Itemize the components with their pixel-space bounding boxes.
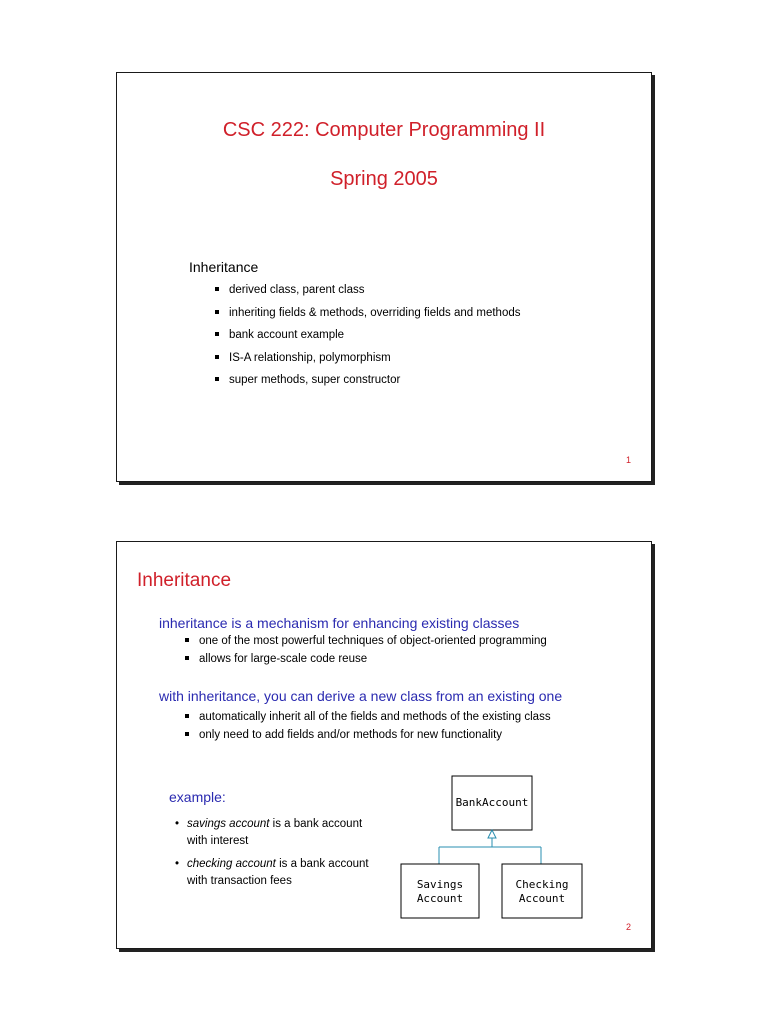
course-title: CSC 222: Computer Programming II — [222, 119, 546, 141]
bullet-icon — [185, 656, 189, 660]
checking-account-box — [502, 864, 582, 918]
point-list — [185, 633, 547, 668]
bullet-icon — [185, 732, 189, 736]
list-item — [185, 709, 551, 727]
list-item — [215, 372, 521, 395]
list-item — [185, 651, 547, 669]
example-term: savings account — [187, 818, 270, 830]
section-heading: Inheritance — [189, 259, 259, 275]
bullet-icon — [215, 332, 219, 336]
slide-1 — [116, 72, 652, 482]
bullet-icon — [215, 287, 219, 291]
slide-title: Inheritance — [137, 570, 232, 591]
list-item-text: automatically inherit all of the fields and methods of the existing class — [199, 711, 551, 723]
bullet-icon — [215, 377, 219, 381]
class-hierarchy-diagram — [395, 766, 591, 926]
list-item — [215, 350, 521, 373]
list-item-text: only need to add fields and/or methods for new functionality — [199, 728, 503, 741]
page-number: 1 — [625, 455, 631, 465]
savings-account-box — [401, 864, 479, 918]
list-item — [215, 305, 521, 328]
bullet-icon — [215, 355, 219, 359]
list-item — [185, 727, 551, 745]
bullet-icon — [185, 638, 189, 642]
example-text: is a bank account with transaction fees — [187, 858, 369, 887]
checking-account-label-line2: Account — [518, 892, 566, 905]
example-list — [173, 816, 373, 896]
topic-list — [215, 282, 521, 395]
point-heading: inheritance is a mechanism for enhancing existing classes — [159, 615, 520, 631]
list-item — [185, 633, 547, 651]
list-item — [215, 327, 521, 350]
point-heading: with inheritance, you can derive a new class from an existing one — [159, 688, 563, 704]
savings-account-label-line1: Savings — [416, 878, 464, 891]
bullet-icon: • — [175, 858, 180, 870]
list-item — [173, 856, 373, 890]
semester-title: Spring 2005 — [330, 168, 438, 190]
list-item-text: IS-A relationship, polymorphism — [229, 351, 391, 364]
example-text: is a bank account with interest — [187, 818, 363, 847]
savings-account-label-line2: Account — [416, 892, 464, 905]
slide-2 — [116, 541, 652, 949]
list-item-text: one of the most powerful techniques of object-oriented programming — [199, 635, 547, 647]
bullet-icon — [185, 714, 189, 718]
list-item-text: bank account example — [229, 329, 345, 341]
bullet-icon: • — [175, 818, 180, 830]
list-item-text: allows for large-scale code reuse — [199, 652, 368, 665]
point-list — [185, 709, 551, 744]
bullet-icon — [215, 310, 219, 314]
example-heading: example: — [169, 789, 226, 805]
list-item-text: inheriting fields & methods, overriding fields and methods — [229, 306, 521, 319]
list-item-text: super methods, super constructor — [229, 374, 401, 386]
page-number: 2 — [625, 922, 631, 932]
list-item — [173, 816, 373, 850]
checking-account-label-line1: Checking — [515, 878, 569, 891]
bank-account-label: BankAccount — [455, 796, 529, 809]
list-item-text: derived class, parent class — [229, 284, 365, 296]
list-item — [215, 282, 521, 305]
example-term: checking account — [187, 858, 276, 870]
